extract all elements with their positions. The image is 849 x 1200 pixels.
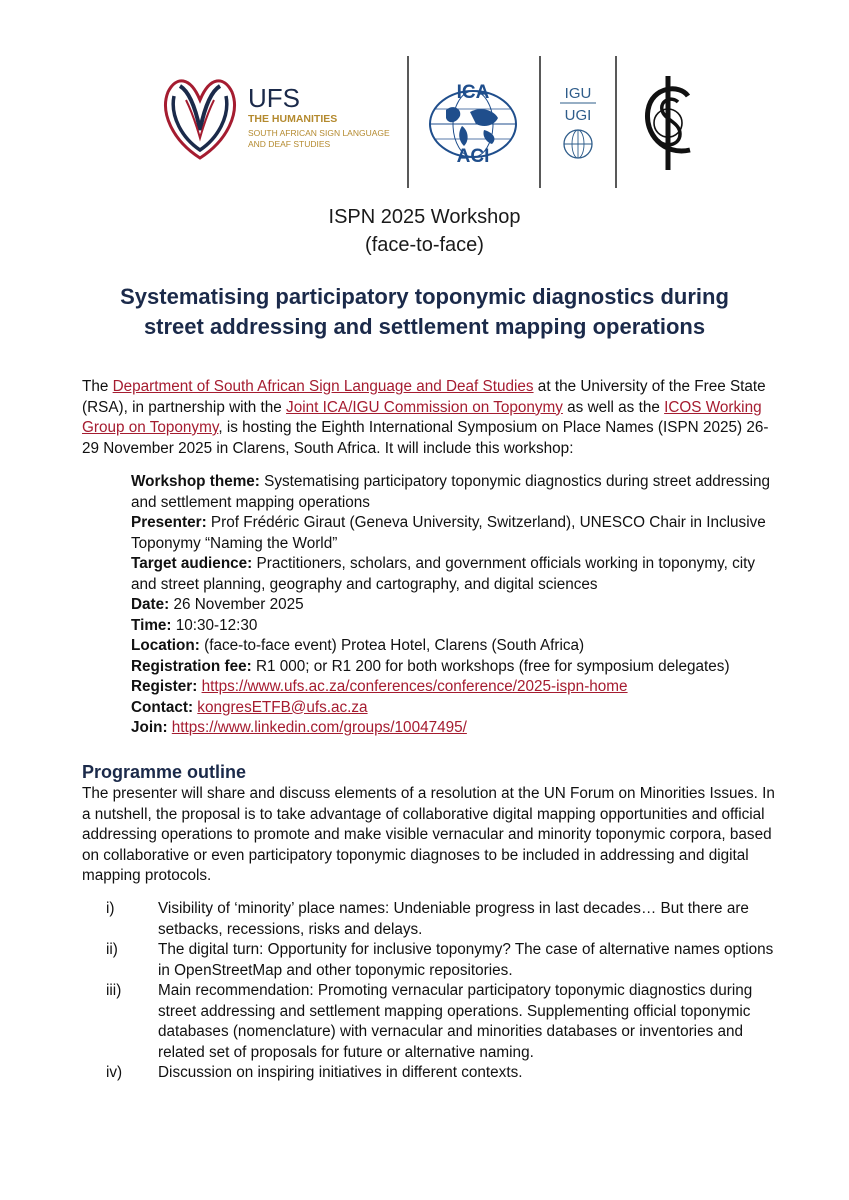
detail-presenter-value: Prof Frédéric Giraut (Geneva University, Switzerland), UNESCO Chair in Inclusive Toponymy “Naming the World” bbox=[131, 514, 766, 552]
detail-register bbox=[131, 677, 771, 698]
detail-location bbox=[131, 636, 771, 657]
ufs-wordmark: UFS bbox=[248, 83, 300, 113]
workshop-title-line-1: ISPN 2025 Workshop bbox=[328, 206, 521, 228]
programme-item-text: The digital turn: Opportunity for inclusive toponymy? The case of alternative names options in OpenStreetMap and other toponymic repositories. bbox=[158, 941, 774, 979]
detail-presenter-label: Presenter: bbox=[131, 514, 207, 531]
join-link[interactable]: https://www.linkedin.com/groups/10047495/ bbox=[171, 719, 467, 736]
intro-text-1: The bbox=[82, 378, 113, 395]
detail-contact-label: Contact: bbox=[131, 698, 194, 716]
programme-text: The presenter will share and discuss elements of a resolution at the UN Forum on Minorities Issues. In a nutshell, the proposal is to take advantage of collaborative digital mapping opportunities and official addressing operations to promote and make visible vernacular and minority toponymic corpora, based on collaborative or even participatory toponymic diagnoses to be included in addressing and digital mapping protocols. bbox=[82, 785, 775, 884]
headline-line-1: Systematising participatory toponymic diagnostics during bbox=[120, 284, 729, 309]
ufs-dept-line-1: SOUTH AFRICAN SIGN LANGUAGE bbox=[248, 128, 390, 138]
detail-join-label: Join: bbox=[131, 719, 168, 736]
programme-item-number: i) bbox=[106, 900, 115, 917]
ufs-dept-line-2: AND DEAF STUDIES bbox=[248, 139, 331, 149]
detail-audience-value: Practitioners, scholars, and government officials working in toponymy, city and street planning, geography and cartography, and digital sciences bbox=[131, 555, 756, 593]
programme-heading: Programme outline bbox=[82, 762, 247, 782]
detail-date bbox=[131, 595, 771, 616]
programme-item-number: iv) bbox=[106, 1064, 123, 1081]
detail-audience bbox=[131, 554, 771, 595]
igu-bottom-label: UGI bbox=[564, 107, 592, 124]
ufs-emblem-logo bbox=[166, 81, 235, 158]
logo-header bbox=[0, 0, 849, 200]
programme-item-number: ii) bbox=[106, 941, 118, 958]
intro-paragraph bbox=[82, 377, 782, 459]
detail-date-value: 26 November 2025 bbox=[169, 596, 304, 613]
detail-fee bbox=[131, 657, 771, 678]
detail-fee-label: Registration fee: bbox=[131, 657, 252, 675]
workshop-details bbox=[131, 472, 771, 739]
detail-date-label: Date: bbox=[131, 596, 170, 613]
workshop-title bbox=[0, 203, 849, 259]
programme-item bbox=[106, 899, 786, 940]
programme-item-text: Discussion on inspiring initiatives in different contexts. bbox=[158, 1064, 523, 1081]
workshop-headline bbox=[60, 282, 789, 342]
ica-bottom-label: ACI bbox=[456, 146, 490, 167]
detail-fee-value: R1 000; or R1 200 for both workshops (free for symposium delegates) bbox=[251, 657, 730, 675]
icos-working-group-link[interactable]: ICOS Working Group on Toponymy bbox=[82, 398, 762, 436]
programme-list bbox=[106, 899, 786, 1084]
workshop-title-line-2: (face-to-face) bbox=[365, 234, 484, 256]
detail-register-label: Register: bbox=[131, 678, 198, 695]
detail-audience-label: Target audience: bbox=[131, 555, 253, 572]
ufs-faculty-label: THE HUMANITIES bbox=[248, 113, 338, 125]
detail-theme bbox=[131, 472, 771, 513]
dept-link[interactable]: Department of South African Sign Language and Deaf Studies bbox=[112, 378, 534, 395]
detail-time-label: Time: bbox=[131, 616, 172, 634]
programme-item bbox=[106, 981, 786, 1063]
icos-monogram-logo bbox=[647, 76, 690, 170]
detail-theme-value: Systematising participatory toponymic diagnostics during street addressing and settlement mapping operations bbox=[131, 473, 771, 511]
programme-item-text: Visibility of ‘minority’ place names: Undeniable progress in last decades… But there are setbacks, recessions, risks and delays. bbox=[158, 900, 749, 938]
intro-text-2: at the University of the Free State (RSA), in partnership with the bbox=[82, 378, 766, 416]
igu-globe-icon bbox=[564, 130, 592, 158]
detail-time-value: 10:30-12:30 bbox=[171, 616, 258, 634]
detail-theme-label: Workshop theme: bbox=[131, 473, 260, 490]
programme-item-text: Main recommendation: Promoting vernacular participatory toponymic diagnostics during street addressing and settlement mapping operations. Supplementing official toponymic databases (nomenclature) with vernacular and minorities databases or inventories and related set of proposals for future or alternative naming. bbox=[158, 982, 753, 1061]
igu-top-label: IGU bbox=[564, 85, 592, 102]
detail-time bbox=[131, 616, 771, 637]
intro-text-3: as well as the bbox=[562, 398, 665, 416]
headline-line-2: street addressing and settlement mapping operations bbox=[143, 314, 706, 339]
programme-item bbox=[106, 940, 786, 981]
detail-contact bbox=[131, 698, 771, 719]
intro-text-4: , is hosting the Eighth International Symposium on Place Names (ISPN 2025) 26-29 November 2025 in Clarens, South Africa. It will include this workshop: bbox=[82, 419, 769, 457]
register-link[interactable]: https://www.ufs.ac.za/conferences/conference/2025-ispn-home bbox=[201, 678, 628, 695]
programme-item bbox=[106, 1063, 786, 1084]
commission-link[interactable]: Joint ICA/IGU Commission on Toponymy bbox=[286, 398, 563, 416]
detail-location-label: Location: bbox=[131, 637, 200, 654]
detail-presenter bbox=[131, 513, 771, 554]
programme-item-number: iii) bbox=[106, 982, 122, 999]
contact-email-link[interactable]: kongresETFB@ufs.ac.za bbox=[197, 698, 368, 716]
detail-location-value: (face-to-face event) Protea Hotel, Clarens (South Africa) bbox=[199, 637, 585, 654]
detail-join bbox=[131, 718, 771, 739]
ica-top-label: ICA bbox=[456, 82, 490, 103]
